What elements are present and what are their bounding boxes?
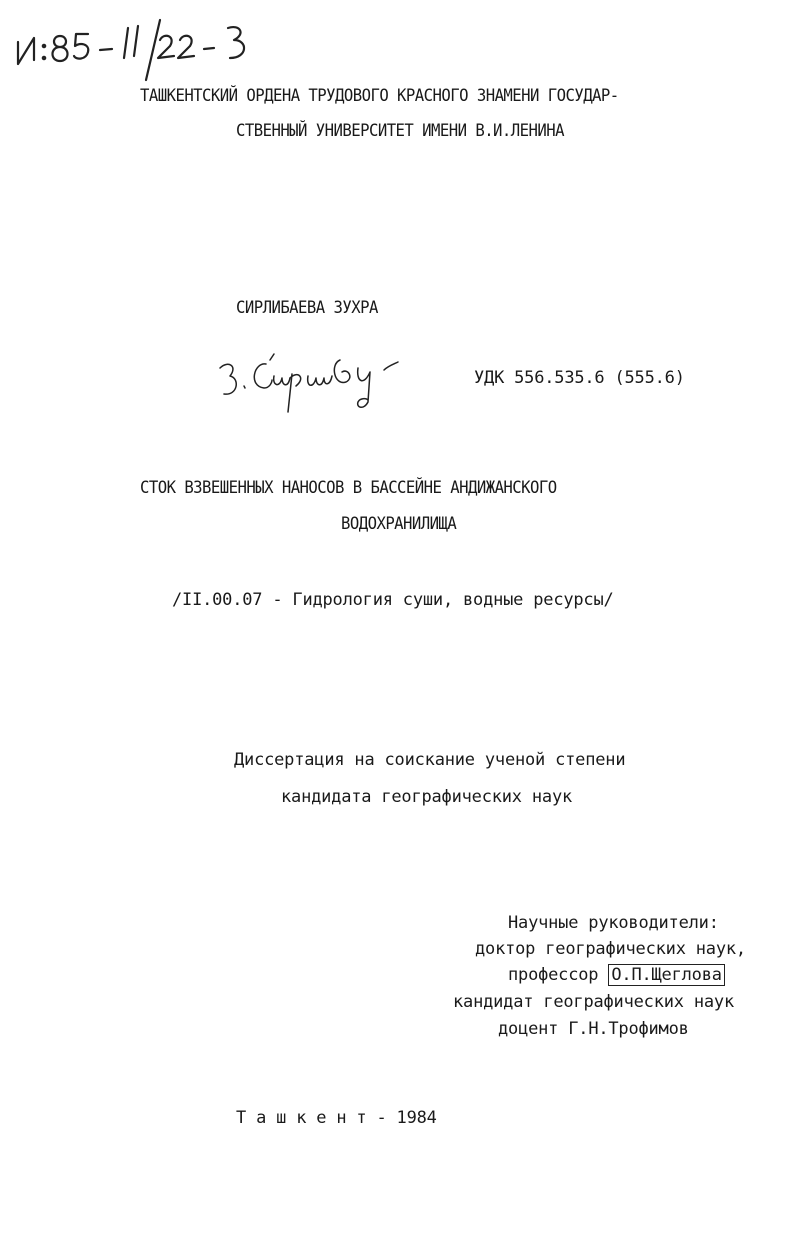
city-year: Т а ш к е н т - 1984 (236, 1108, 437, 1128)
advisor-line-3: кандидат географических наук (453, 992, 734, 1012)
advisor-title: профессор (508, 965, 599, 985)
advisors-heading: Научные руководители: (508, 913, 719, 933)
udc-code: УДК 556.535.6 (555.6) (474, 368, 685, 388)
author-signature (210, 352, 400, 432)
specialty-code: /II.00.07 - Гидрология суши, водные ресурсы/ (172, 590, 614, 610)
institution-line-1: ТАШКЕНТСКИЙ ОРДЕНА ТРУДОВОГО КРАСНОГО ЗНАМЕНИ ГОСУДАР- (140, 86, 619, 106)
degree-line-1: Диссертация на соискание ученой степени (234, 750, 626, 770)
advisor-line-2 (508, 965, 725, 985)
advisor-line-4: доцент Г.Н.Трофимов (498, 1019, 689, 1039)
thesis-title-line-1: СТОК ВЗВЕШЕННЫХ НАНОСОВ В БАССЕЙНЕ АНДИЖАНСКОГО (140, 478, 557, 498)
advisor-line-1: доктор географических наук, (475, 939, 746, 959)
thesis-title-line-2: ВОДОХРАНИЛИЩА (341, 514, 457, 534)
degree-line-2: кандидата географических наук (281, 787, 573, 807)
author-name: СИРЛИБАЕВА ЗУХРА (236, 298, 378, 318)
advisor-name-boxed: О.П.Щеглова (608, 964, 724, 986)
handwritten-archive-number (8, 14, 258, 84)
institution-line-2: СТВЕННЫЙ УНИВЕРСИТЕТ ИМЕНИ В.И.ЛЕНИНА (236, 121, 564, 141)
